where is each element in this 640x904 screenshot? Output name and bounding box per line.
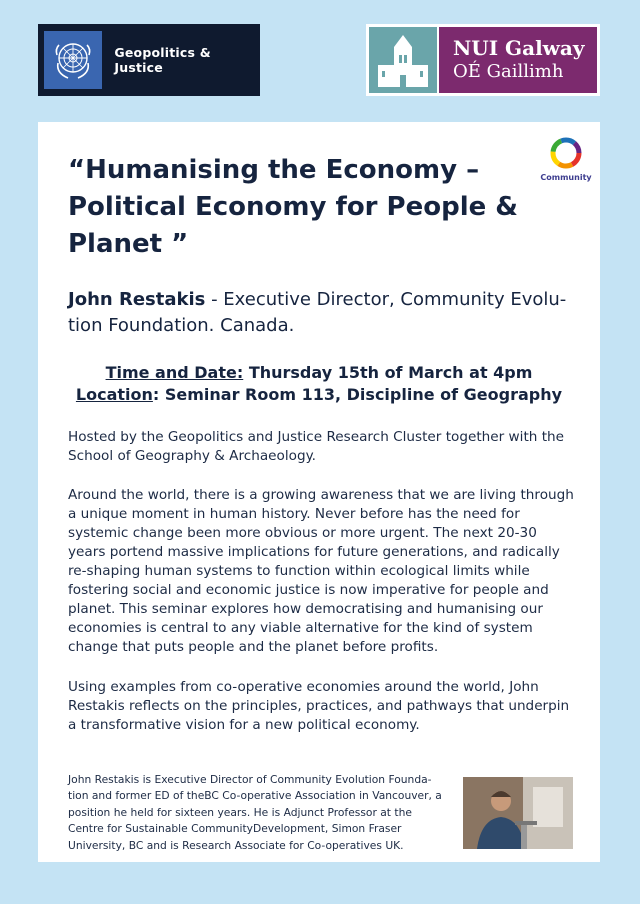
geopolitics-justice-logo	[38, 24, 260, 96]
speaker-role: - Executive Director, Community Evolu-tion Foundation. Canada.	[68, 289, 567, 336]
speaker-line	[68, 287, 568, 339]
speaker-bio: John Restakis is Executive Director of Community Evolution Founda-tion and former ED of theBC Co-operative Association in Vancouver, a position he held for sixteen years. He is Adjunct Professor at the Centre for Sustainable CommunityDevelopment, Simon Fraser University, BC and is Research Associate for Co-operatives UK.	[68, 773, 442, 852]
poster-card	[38, 122, 600, 862]
event-details	[38, 362, 600, 406]
speaker-photo	[463, 777, 573, 849]
un-emblem-icon	[44, 31, 102, 89]
location-line	[38, 384, 600, 406]
nui-name-irish: OÉ Gaillimh	[453, 61, 564, 82]
quadrangle-tower-icon	[369, 27, 437, 93]
event-title: “Humanising the Economy – Political Economy for People & Planet ”	[68, 155, 518, 259]
nui-name-block	[439, 27, 597, 93]
community-logo-text: Community	[540, 173, 592, 182]
nui-galway-logo	[366, 24, 600, 96]
examples-paragraph: Using examples from co-operative economies around the world, John Restakis reflects on the principles, practices, and pathways that underpin a transformative vision for a new political economy.	[68, 679, 570, 733]
speaker-name: John Restakis	[68, 289, 206, 310]
hosted-by-paragraph: Hosted by the Geopolitics and Justice Research Cluster together with the School of Geography & Archaeology.	[68, 429, 565, 464]
location-label: Location	[75, 385, 153, 404]
nui-name-english: NUI Galway	[453, 36, 585, 60]
time-value: Thursday 15th of March at 4pm	[243, 363, 533, 382]
location-value: : Seminar Room 113, Discipline of Geography	[152, 385, 563, 404]
abstract-paragraph: Around the world, there is a growing awareness that we are living through a unique moment in human history. Never before has the need for systemic change been more obvious or more urgent. The next 20-30 years portend massive implications for future generations, and radically re-shaping human systems to function within ecological limits while fostering social and economic justice is now imperative for people and planet. This seminar explores how democratising and humanising our economies is central to any viable alternative for the kind of system change that puts people and the planet before profits.	[68, 487, 574, 655]
time-date-line	[38, 362, 600, 384]
logo-text: Geopolitics & Justice	[114, 45, 211, 75]
time-label: Time and Date:	[105, 363, 244, 382]
community-evolution-logo	[538, 132, 594, 184]
